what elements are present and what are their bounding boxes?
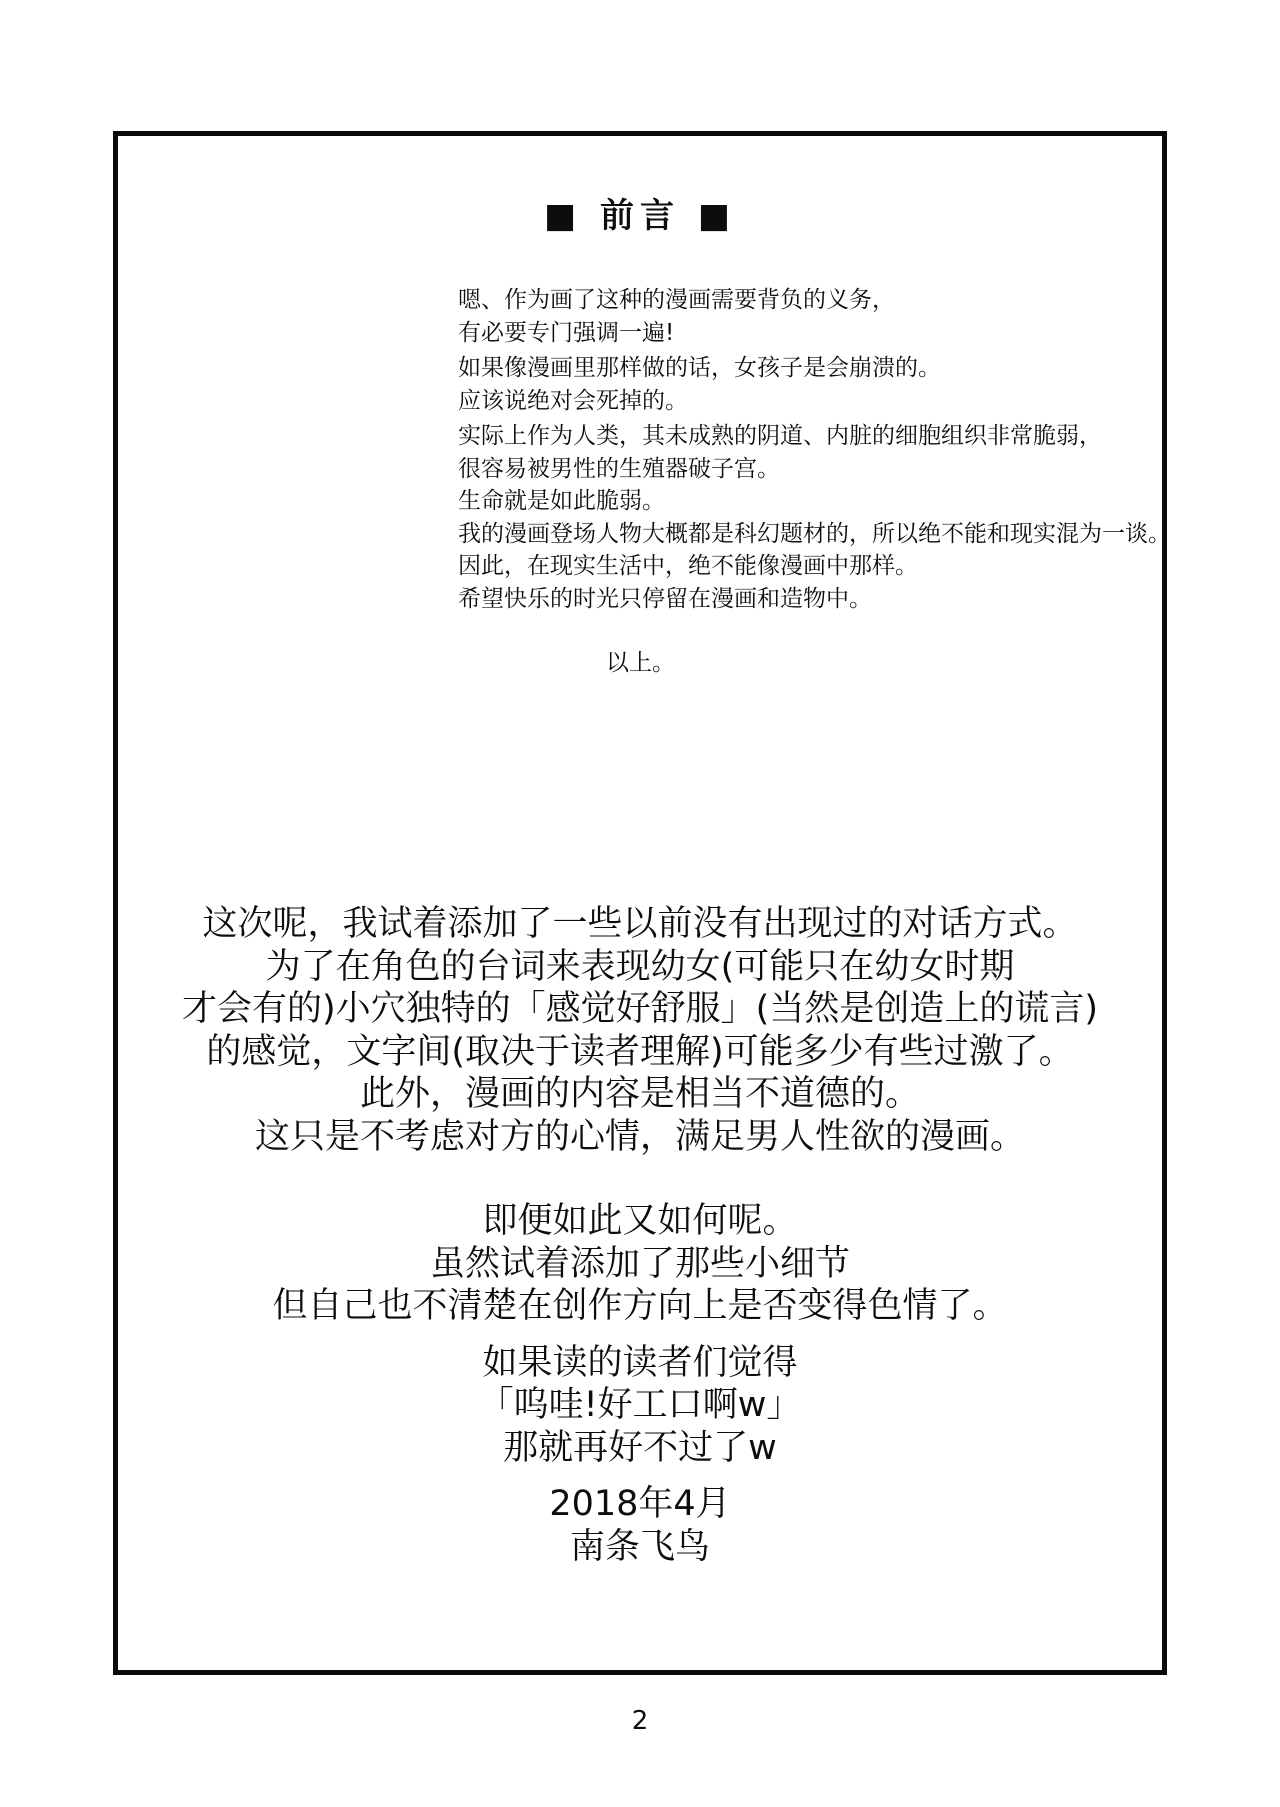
text-line: 即便如此又如何呢。 <box>482 1201 798 1241</box>
text-line: 实际上作为人类，其未成熟的阴道、内脏的细胞组织非常脆弱， <box>458 423 1102 449</box>
text-line: 我的漫画登场人物大概都是科幻题材的，所以绝不能和现实混为一谈。 <box>458 520 1171 547</box>
text-line: 这只是不考虑对方的心情，满足男人性欲的漫画。 <box>254 1116 1025 1157</box>
page-border-frame <box>113 131 1171 1675</box>
text-line: 2018年4月 <box>549 1484 731 1524</box>
text-line: 有必要专门强调一遍! <box>458 319 675 346</box>
text-line: 此外，漫画的内容是相当不道德的。 <box>359 1074 920 1114</box>
afterword-block <box>118 1483 1162 1568</box>
text-line: 为了在角色的台词来表现幼女(可能只在幼女时期 <box>265 946 1015 987</box>
text-line: 很容易被男性的生殖器破子宫。 <box>458 455 780 482</box>
text-line: 「呜哇!好工口啊w」 <box>478 1385 802 1425</box>
text-line: 希望快乐的时光只停留在漫画和造物中。 <box>458 585 872 612</box>
text-line: 如果读的读者们觉得 <box>482 1342 798 1383</box>
text-line: 因此，在现实生活中，绝不能像漫画中那样。 <box>458 553 918 579</box>
text-line: 这次呢，我试着添加了一些以前没有出现过的对话方式。 <box>202 904 1078 944</box>
text-line: 生命就是如此脆弱。 <box>458 488 665 514</box>
text-line: 南条飞鸟 <box>569 1526 710 1567</box>
afterword-text <box>118 903 1162 1582</box>
afterword-block <box>118 903 1162 1158</box>
text-line: 但自己也不清楚在创作方向上是否变得色情了。 <box>272 1286 1008 1326</box>
preface-paragraph <box>458 284 1171 349</box>
text-line: 如果像漫画里那样做的话，女孩子是会崩溃的。 <box>458 355 941 381</box>
afterword-block <box>118 1200 1162 1328</box>
preface-paragraph <box>458 420 1171 615</box>
text-line: 应该说绝对会死掉的。 <box>458 387 688 414</box>
afterword-block <box>118 1342 1162 1470</box>
preface-paragraph <box>458 352 1171 417</box>
text-line: 虽然试着添加了那些小细节 <box>429 1243 850 1284</box>
text-line: 才会有的)小穴独特的「感觉好舒服」(当然是创造上的谎言) <box>182 989 1098 1029</box>
text-line: 那就再好不过了w <box>503 1427 777 1468</box>
page-title: ■ 前言 ■ <box>544 196 736 236</box>
preface-closing: 以上。 <box>606 650 675 676</box>
text-line: 嗯、作为画了这种的漫画需要背负的义务， <box>458 287 895 313</box>
text-line: 的感觉，文字间(取决于读者理解)可能多少有些过激了。 <box>206 1031 1074 1072</box>
page-number: 2 <box>631 1706 649 1736</box>
preface-paragraphs <box>458 284 1171 618</box>
